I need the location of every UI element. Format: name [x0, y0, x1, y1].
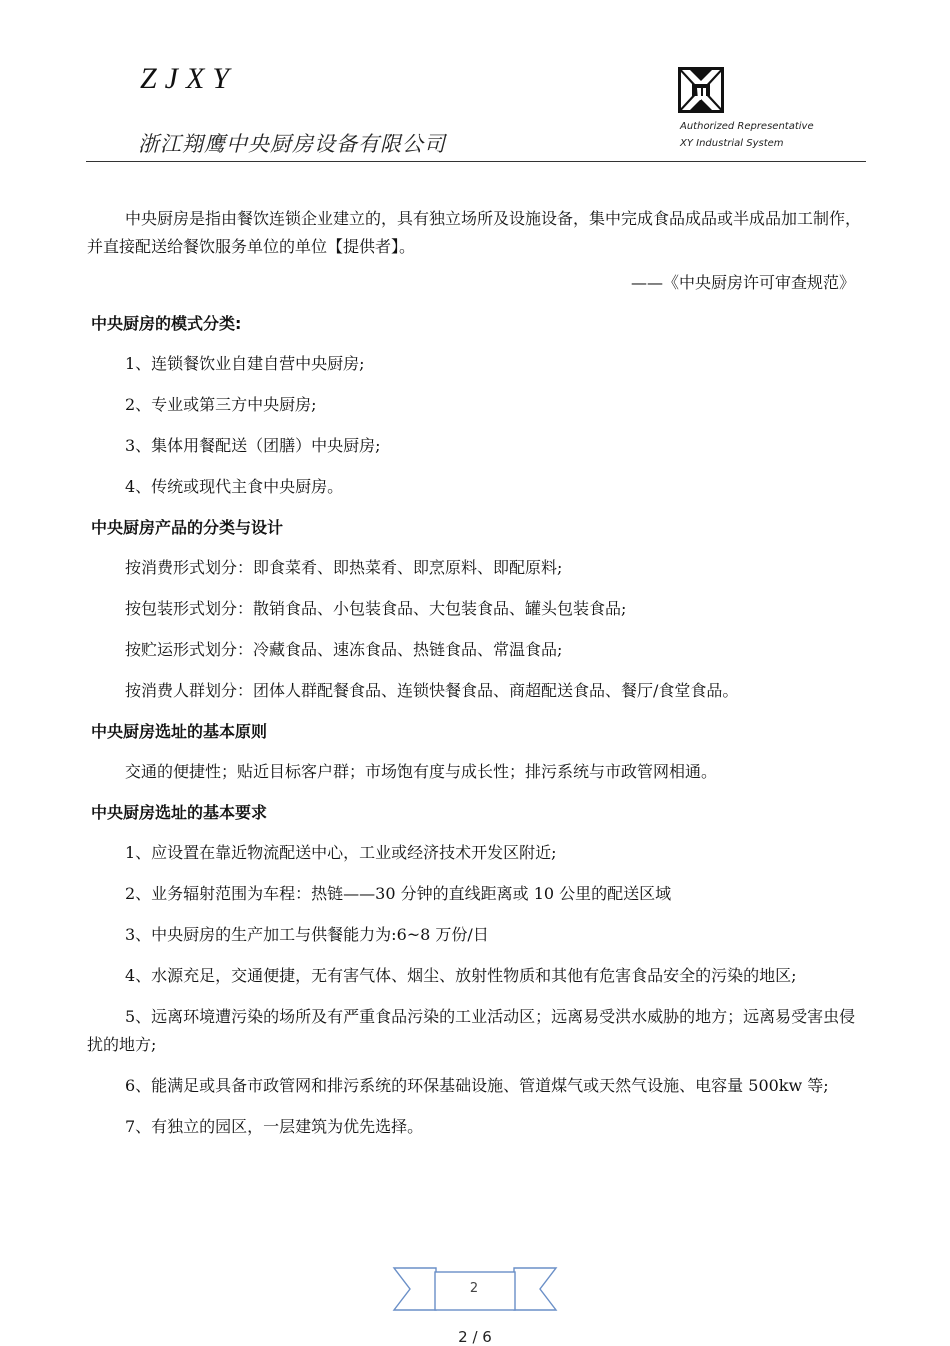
- footer-page-number: 2: [469, 1281, 479, 1296]
- intro-definition: 中央厨房是指由餐饮连锁企业建立的，具有独立场所及设施设备，集中完成食品成品或半成品加工制作，并直接配送给餐饮服务单位的单位【提供者】。: [87, 209, 862, 256]
- principles-text: 交通的便捷性；贴近目标客户群；市场饱有度与成长性；排污系统与市政管网相通。: [125, 762, 718, 781]
- modes-item: 1、连锁餐饮业自建自营中央厨房;: [125, 354, 365, 373]
- modes-item: 4、传统或现代主食中央厨房。: [125, 477, 344, 496]
- tagline-line-1: Authorized Representative: [680, 121, 814, 132]
- requirements-item: 2、业务辐射范围为车程：热链——30 分钟的直线距离或 10 公里的配送区域: [125, 884, 672, 903]
- intro-source: ——《中央厨房许可审查规范》: [630, 273, 855, 292]
- requirements-item: 3、中央厨房的生产加工与供餐能力为:6~8 万份/日: [125, 925, 489, 944]
- section-requirements-title: 中央厨房选址的基本要求: [91, 803, 268, 822]
- products-item: 按消费形式划分：即食菜肴、即热菜肴、即烹原料、即配原料;: [125, 558, 563, 577]
- header-tagline: [680, 118, 814, 152]
- modes-item: 2、专业或第三方中央厨房;: [125, 395, 317, 414]
- requirements-item: 4、水源充足，交通便捷，无有害气体、烟尘、放射性物质和其他有危害食品安全的污染的地区;: [125, 966, 797, 985]
- requirements-item: 7、有独立的园区，一层建筑为优先选择。: [125, 1117, 424, 1136]
- products-item: 按包装形式划分：散销食品、小包装食品、大包装食品、罐头包装食品;: [125, 599, 627, 618]
- page-indicator: 2 / 6: [458, 1328, 492, 1346]
- products-item: 按消费人群划分：团体人群配餐食品、连锁快餐食品、商超配送食品、餐厅/食堂食品。: [125, 681, 739, 700]
- requirements-item: 1、应设置在靠近物流配送中心，工业或经济技术开发区附近;: [125, 843, 557, 862]
- modes-item: 3、集体用餐配送（团膳）中央厨房;: [125, 436, 381, 455]
- tagline-line-2: XY Industrial System: [680, 138, 784, 149]
- requirements-item: 6、能满足或具备市政管网和排污系统的环保基础设施、管道煤气或天然气设施、电容量 500kw 等;: [125, 1076, 829, 1095]
- section-products-title: 中央厨房产品的分类与设计: [91, 518, 284, 537]
- company-name: 浙江翔鹰中央厨房设备有限公司: [138, 132, 446, 156]
- xy-logo-icon: [678, 67, 724, 113]
- brand-name: ZJXY: [140, 62, 238, 95]
- document-body: [87, 205, 867, 1154]
- header-divider: [86, 161, 866, 162]
- section-principles-title: 中央厨房选址的基本原则: [91, 722, 268, 741]
- section-modes-title: 中央厨房的模式分类:: [91, 314, 242, 333]
- requirements-item: 5、远离环境遭污染的场所及有严重食品污染的工业活动区；远离易受洪水威胁的地方；远离易受害虫侵扰的地方;: [87, 1007, 856, 1054]
- products-item: 按贮运形式划分：冷藏食品、速冻食品、热链食品、常温食品;: [125, 640, 563, 659]
